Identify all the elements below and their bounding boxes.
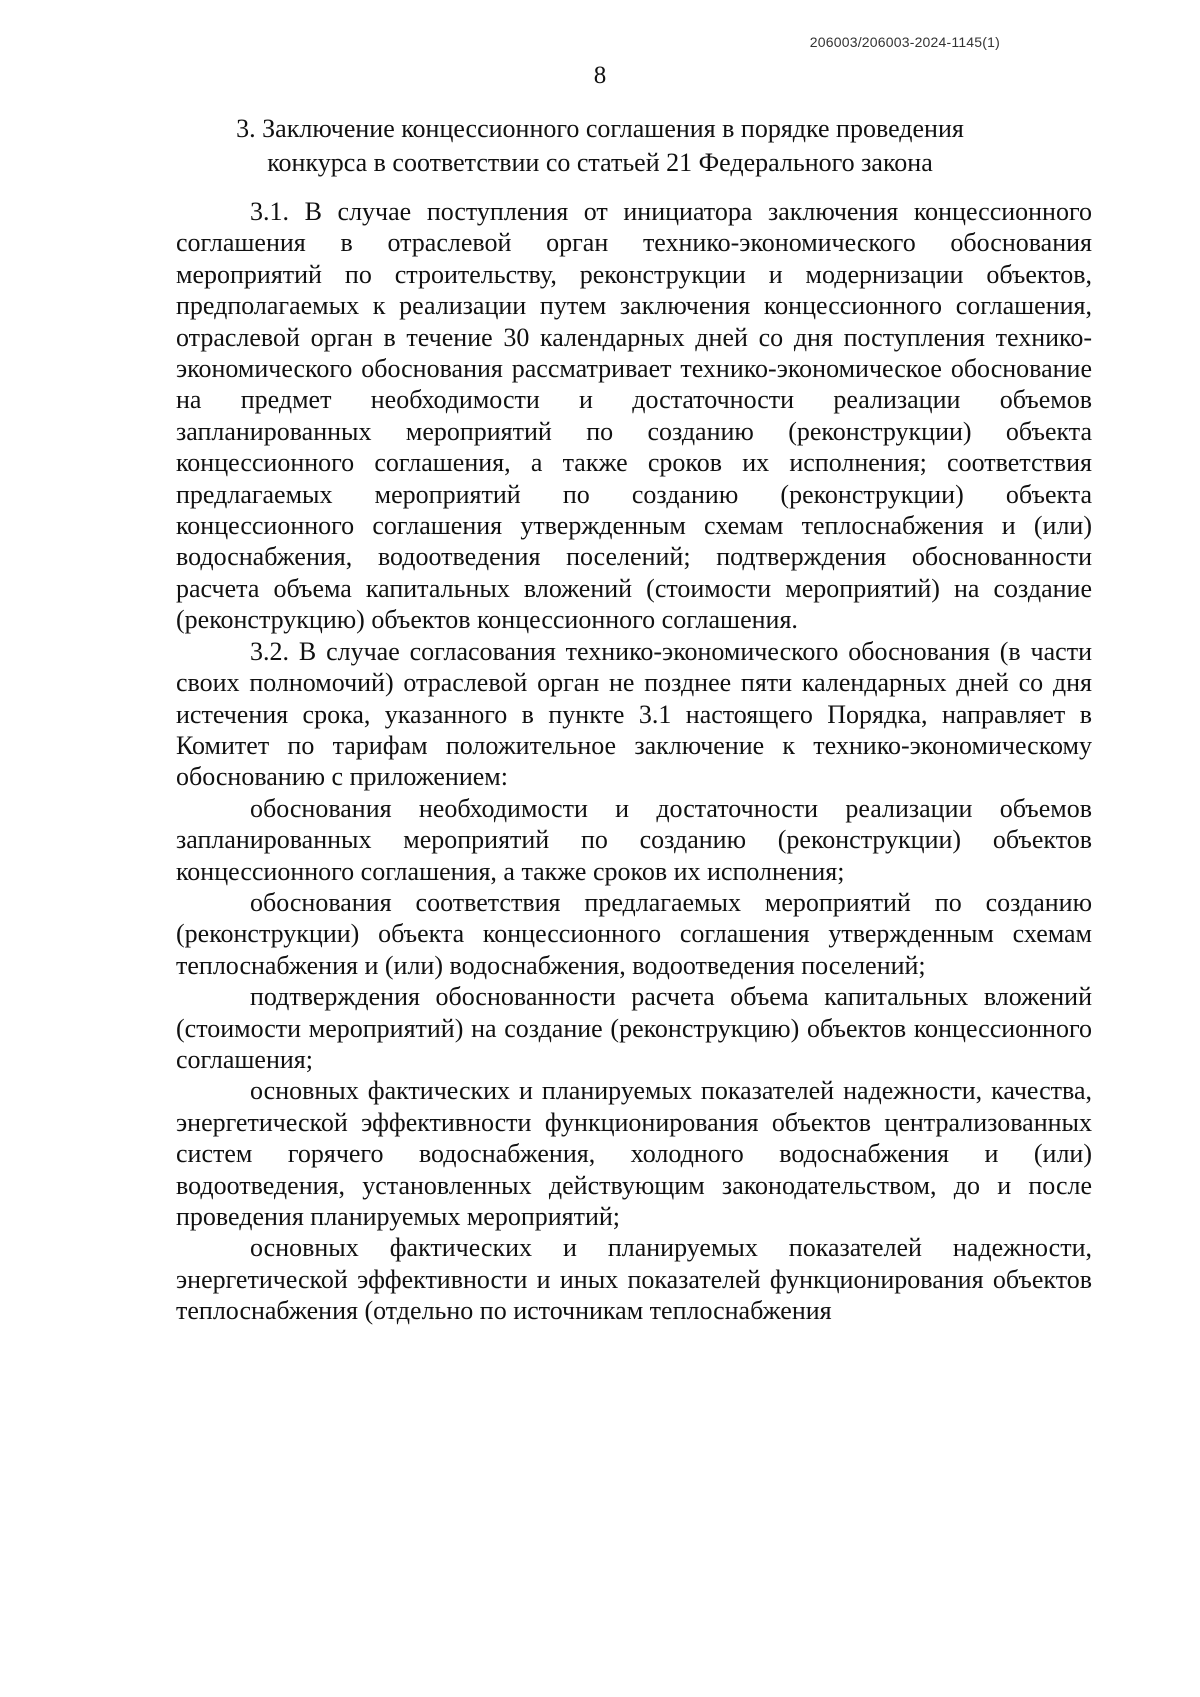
paragraph-3-2: 3.2. В случае согласования технико-экономического обоснования (в части своих полномочий) отраслевой орган не позднее пяти календарных дней со дня истечения срока, указанного в пункте 3.1 настоящего Порядка, направляет в Комитет по тарифам положительное заключение к технико-экономическому обоснованию с приложением: — [176, 636, 1092, 792]
section-title-line-1: 3. Заключение концессионного соглашения в порядке проведения — [236, 114, 964, 143]
section-title-line-2: конкурса в соответствии со статьей 21 Федерального закона — [267, 148, 933, 177]
attachment-item: подтверждения обоснованности расчета объема капитальных вложений (стоимости мероприятий) на создание (реконструкцию) объектов концессионного соглашения; — [176, 982, 1092, 1074]
attachment-item: основных фактических и планируемых показателей надежности, качества, энергетической эффективности функционирования объектов централизованных систем горячего водоснабжения, холодного водоснабжения и (или) водоотведения, установленных действующим законодательством, до и после проведения планируемых мероприятий; — [176, 1076, 1092, 1231]
paragraph-3-1: 3.1. В случае поступления от инициатора заключения концессионного соглашения в отраслевой орган технико-экономического обоснования мероприятий по строительству, реконструкции и модернизации объектов, предполагаемых к реализации путем заключения концессионного соглашения, отраслевой орган в течение 30 календарных дней со дня поступления технико-экономического обоснования рассматривает технико-экономическое обоснование на предмет необходимости и достаточности реализации объемов запланированных мероприятий по созданию (реконструкции) объекта концессионного соглашения, а также сроков их исполнения; соответствия предлагаемых мероприятий по созданию (реконструкции) объекта концессионного соглашения утвержденным схемам теплоснабжения и (или) водоснабжения, водоотведения поселений; подтверждения обоснованности расчета объема капитальных вложений (стоимости мероприятий) на создание (реконструкцию) объектов концессионного соглашения. — [176, 197, 1092, 635]
attachment-item: основных фактических и планируемых показателей надежности, энергетической эффективности и иных показателей функционирования объектов теплоснабжения (отдельно по источникам теплоснабжения — [176, 1233, 1092, 1326]
document-registration-number: 206003/206003-2024-1145(1) — [809, 34, 1000, 50]
document-body — [176, 196, 1092, 1327]
attachment-item: обоснования соответствия предлагаемых мероприятий по созданию (реконструкции) объекта концессионного соглашения утвержденным схемам теплоснабжения и (или) водоснабжения, водоотведения поселений; — [176, 887, 1092, 980]
section-title — [160, 112, 1040, 180]
page-number: 8 — [593, 62, 607, 89]
attachment-item: обоснования необходимости и достаточности реализации объемов запланированных мероприятий по созданию (реконструкции) объектов концессионного соглашения, а также сроков их исполнения; — [176, 793, 1092, 886]
